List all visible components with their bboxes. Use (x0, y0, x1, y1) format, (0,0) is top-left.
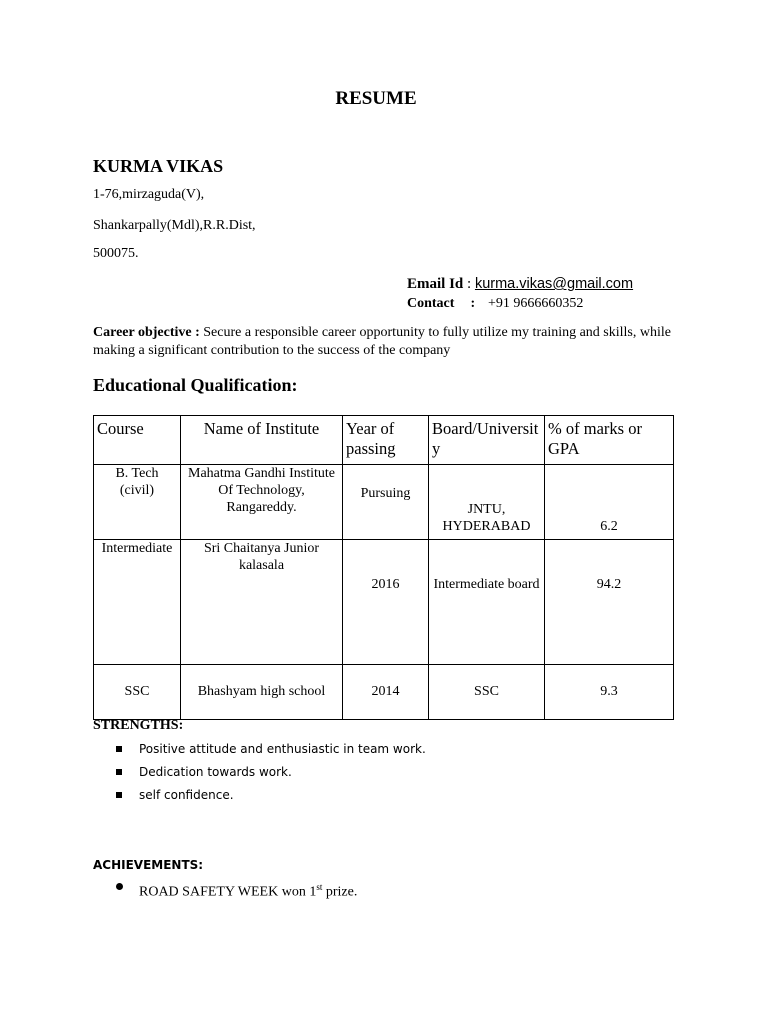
header-institute: Name of Institute (181, 416, 343, 465)
table-header-row (94, 416, 674, 465)
objective-text: Secure a responsible career opportunity to fully utilize my training and skills, while making a significant contribution to the success of the company (93, 325, 671, 358)
square-bullet-icon (116, 792, 122, 798)
header-course: Course (94, 416, 181, 465)
header-marks: % of marks or GPA (545, 416, 674, 465)
table-row (94, 540, 674, 665)
list-item (113, 878, 357, 902)
round-bullet-icon (116, 883, 123, 890)
cell-course: B. Tech (civil) (94, 465, 181, 540)
achievement-text: ROAD SAFETY WEEK won 1 (139, 884, 317, 900)
achievements-list (113, 878, 357, 902)
cell-course: Intermediate (94, 540, 181, 665)
cell-course: SSC (94, 665, 181, 720)
list-item (113, 763, 426, 786)
strength-text: self confidence. (139, 788, 234, 802)
phone-label: Contact (407, 296, 455, 311)
table-row (94, 465, 674, 540)
square-bullet-icon (116, 746, 122, 752)
email-line (407, 276, 633, 293)
phone-line (407, 296, 583, 312)
education-table (93, 415, 674, 720)
list-item (113, 786, 426, 809)
strength-text: Dedication towards work. (139, 765, 292, 779)
achievement-text-end: prize. (322, 884, 358, 900)
achievements-heading: ACHIEVEMENTS: (93, 858, 204, 872)
objective-label: Career objective : (93, 325, 200, 340)
cell-marks: 94.2 (545, 540, 674, 665)
address-line-1: 1-76,mirzaguda(V), (93, 187, 205, 202)
email-separator: : (467, 276, 472, 292)
address-line-3: 500075. (93, 246, 139, 261)
table-row (94, 665, 674, 720)
education-heading: Educational Qualification: (93, 375, 298, 395)
email-link[interactable]: kurma.vikas@gmail.com (474, 276, 634, 292)
header-board: Board/University (429, 416, 545, 465)
cell-marks: 9.3 (545, 665, 674, 720)
cell-board: SSC (429, 665, 545, 720)
cell-marks: 6.2 (545, 465, 674, 540)
cell-board: JNTU, HYDERABAD (429, 465, 545, 540)
page-title: RESUME (335, 88, 417, 109)
list-item (113, 740, 426, 763)
square-bullet-icon (116, 769, 122, 775)
strengths-list (113, 740, 426, 809)
career-objective (93, 324, 673, 360)
email-label: Email Id (407, 276, 464, 292)
phone-separator: : (470, 296, 476, 311)
cell-year: Pursuing (343, 465, 429, 540)
candidate-name: KURMA VIKAS (93, 156, 224, 176)
strength-text: Positive attitude and enthusiastic in team work. (139, 742, 426, 756)
cell-board: Intermediate board (429, 540, 545, 665)
ordinal-suffix: st (316, 882, 323, 892)
strengths-heading: STRENGTHS: (93, 718, 184, 733)
address-line-2: Shankarpally(Mdl),R.R.Dist, (93, 218, 256, 233)
phone-number: +91 9666660352 (488, 296, 584, 311)
cell-year: 2014 (343, 665, 429, 720)
cell-institute: Bhashyam high school (181, 665, 343, 720)
cell-year: 2016 (343, 540, 429, 665)
cell-institute: Mahatma Gandhi Institute Of Technology, Rangareddy. (181, 465, 343, 540)
cell-institute: Sri Chaitanya Junior kalasala (181, 540, 343, 665)
header-year: Year of passing (343, 416, 429, 465)
